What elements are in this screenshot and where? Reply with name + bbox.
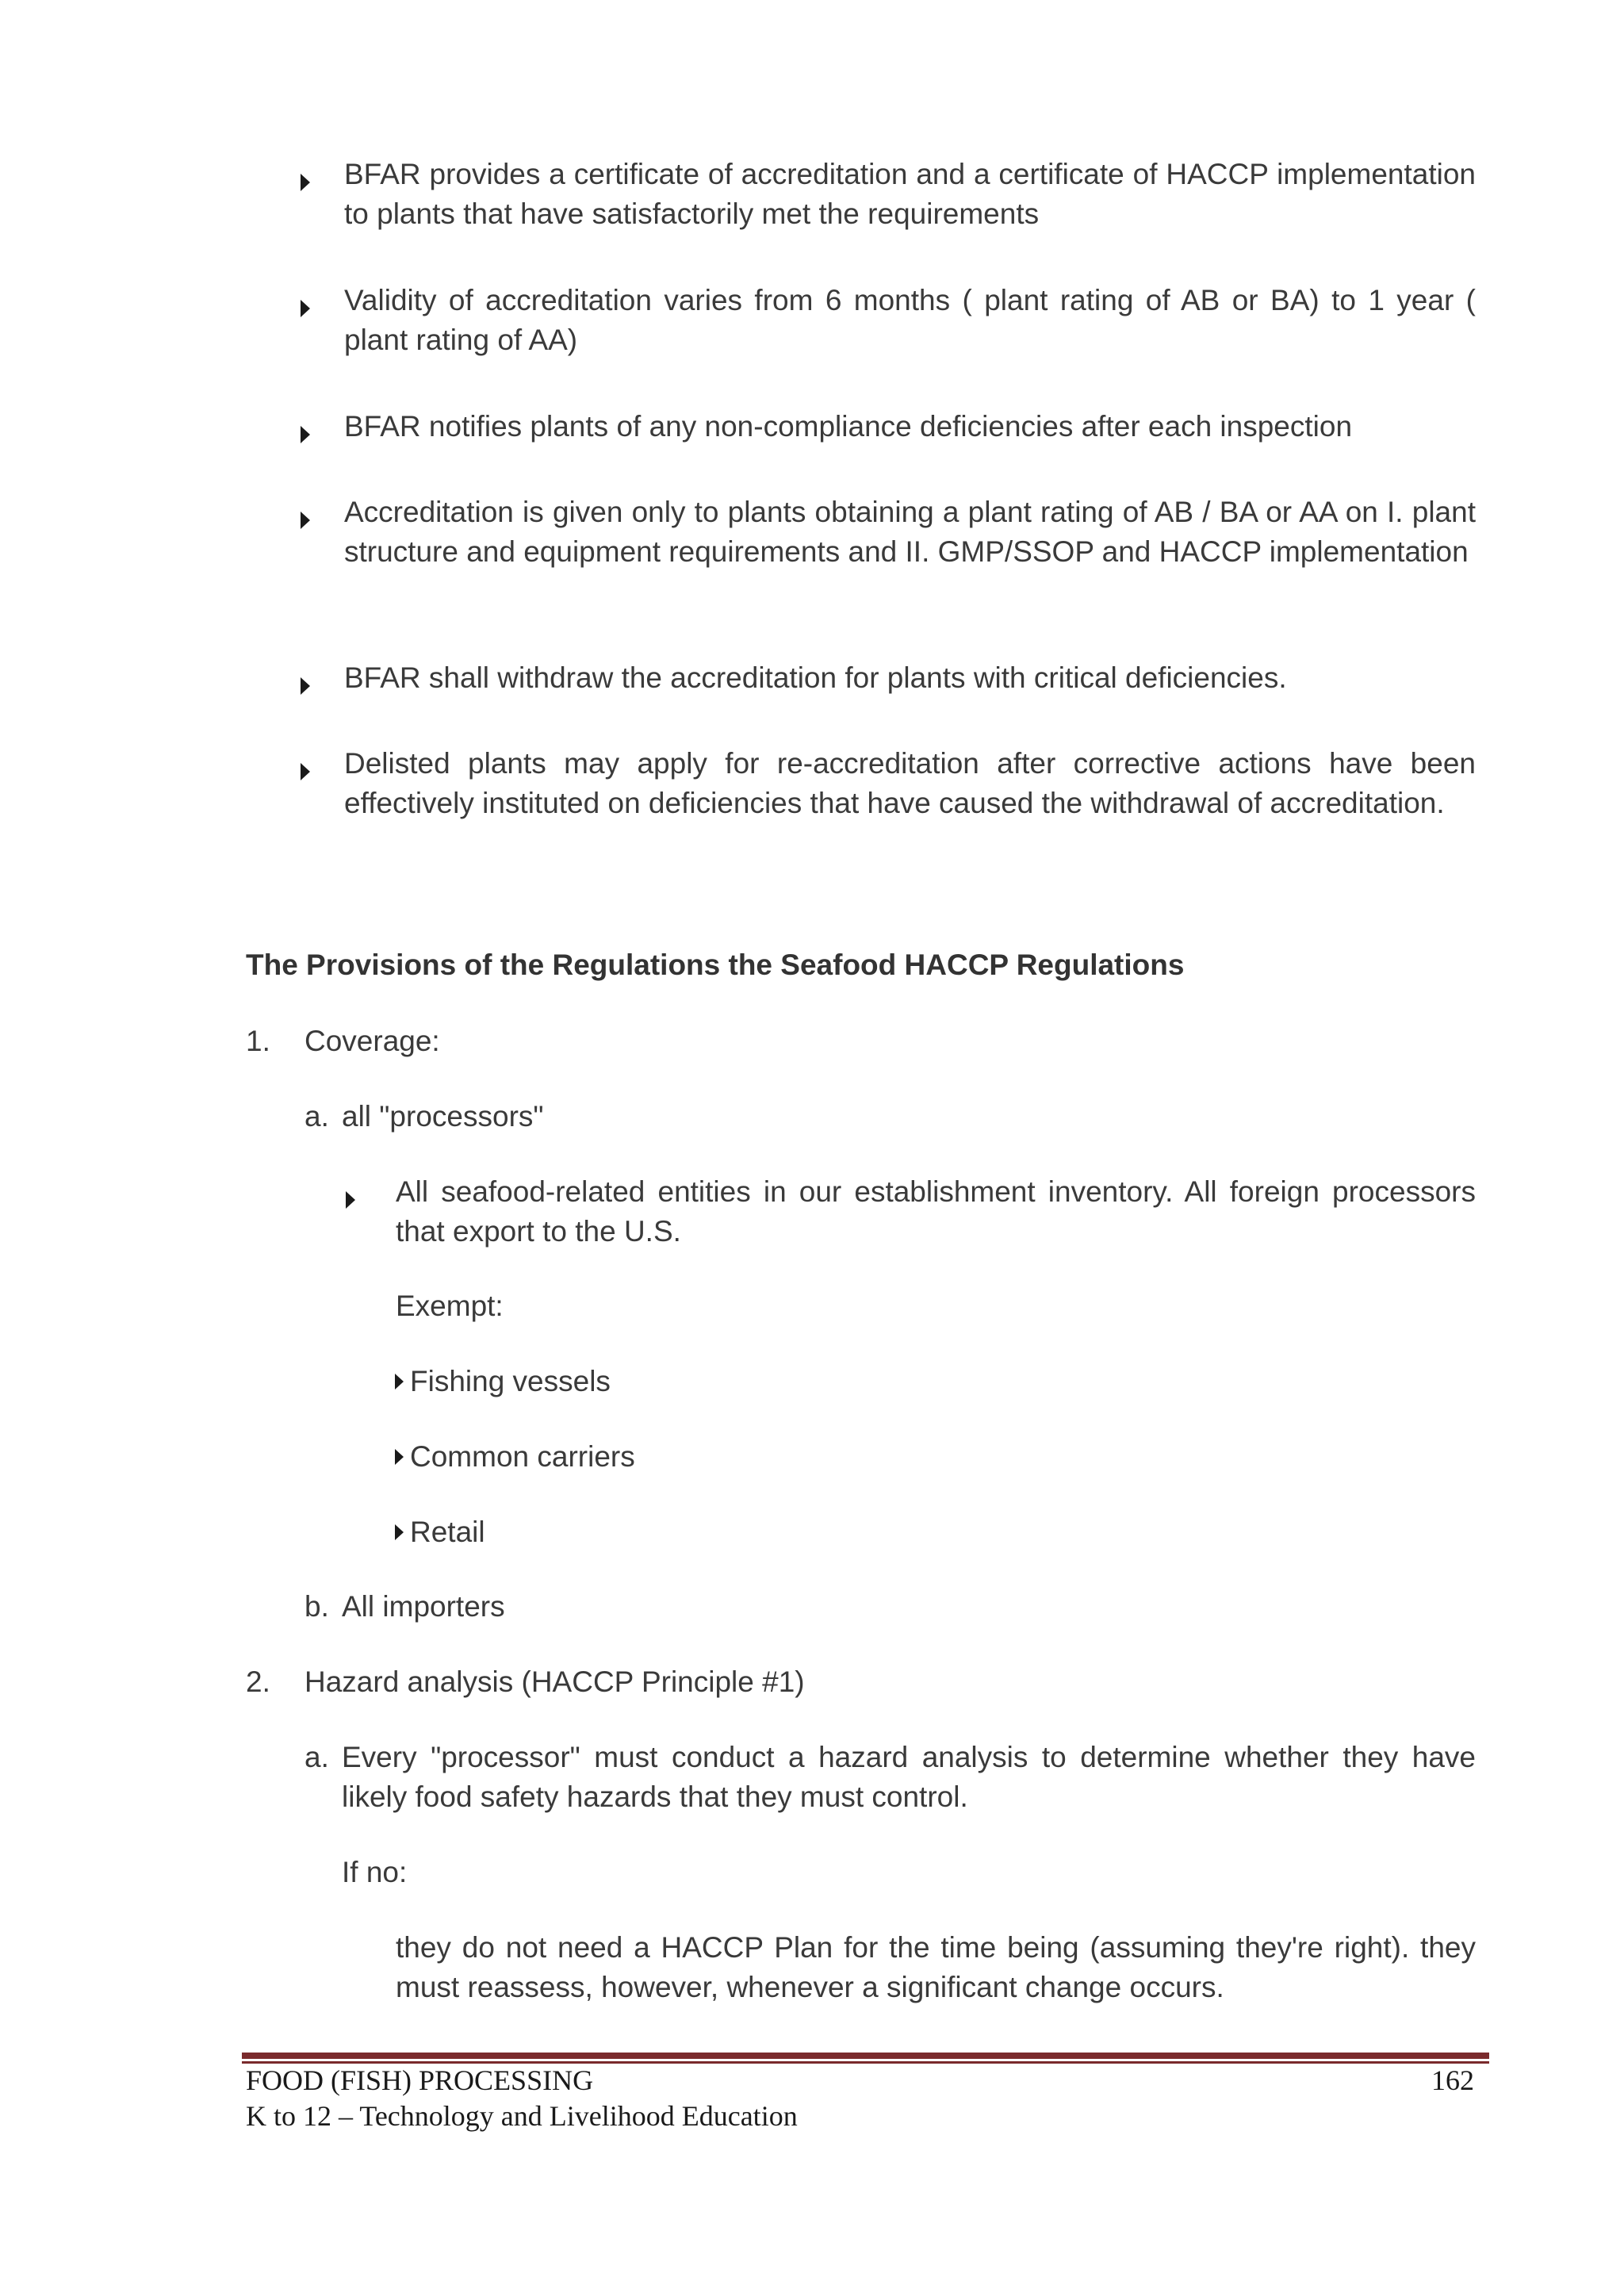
triangle-bullet-icon: [301, 677, 310, 695]
exempt-item-text: Retail: [410, 1516, 485, 1548]
bullet-text: BFAR shall withdraw the accreditation for plants with critical deficiencies.: [344, 661, 1287, 694]
list-item-title: Coverage:: [304, 1025, 440, 1057]
footer-title: FOOD (FISH) PROCESSING: [246, 2064, 594, 2096]
sub-list-marker: a.: [304, 1741, 329, 1773]
triangle-bullet-icon: [301, 300, 310, 317]
bullet-item: [294, 407, 1476, 447]
bullet-item: [294, 155, 1476, 234]
bullet-item: [343, 1172, 1476, 1251]
sub-list-text: all "processors": [342, 1100, 544, 1133]
triangle-bullet-icon: [301, 174, 310, 191]
footer-subtitle: K to 12 – Technology and Livelihood Education: [246, 2100, 798, 2132]
sub-list-text: Every "processor" must conduct a hazard analysis to determine whether they have likely food safety hazards that they must control.: [342, 1741, 1476, 1813]
exempt-item: [395, 1437, 635, 1477]
triangle-bullet-icon: [301, 426, 310, 443]
sub-list-text: All importers: [342, 1590, 505, 1623]
triangle-bullet-icon: [301, 763, 310, 780]
exempt-item-text: Common carriers: [410, 1440, 635, 1473]
list-item-title: Hazard analysis (HACCP Principle #1): [304, 1665, 805, 1698]
list-number: 2.: [246, 1665, 270, 1698]
sub-list-marker: a.: [304, 1100, 329, 1133]
exempt-item: [395, 1362, 611, 1401]
triangle-bullet-icon: [395, 1374, 404, 1389]
exempt-label: Exempt:: [396, 1290, 504, 1322]
bullet-text: Validity of accreditation varies from 6 months ( plant rating of AB or BA) to 1 year ( plant rating of AA): [344, 284, 1476, 356]
bullet-item: [294, 658, 1476, 698]
if-no-label: If no:: [342, 1856, 408, 1888]
triangle-bullet-icon: [301, 512, 310, 529]
triangle-bullet-icon: [346, 1191, 355, 1209]
bullet-item: [294, 281, 1476, 360]
bullet-text: BFAR notifies plants of any non-compliance deficiencies after each inspection: [344, 410, 1353, 443]
exempt-item: [395, 1512, 485, 1552]
bullet-text: All seafood-related entities in our establishment inventory. All foreign processors that export to the U.S.: [396, 1175, 1476, 1248]
if-no-text: they do not need a HACCP Plan for the time being (assuming they're right). they must reassess, however, whenever a significant change occurs.: [396, 1931, 1476, 2003]
triangle-bullet-icon: [395, 1449, 404, 1465]
bullet-text: Delisted plants may apply for re-accreditation after corrective actions have been effectively instituted on deficiencies that have caused the withdrawal of accreditation.: [344, 747, 1476, 819]
page-number: 162: [1431, 2064, 1474, 2096]
bullet-text: BFAR provides a certificate of accreditation and a certificate of HACCP implementation to plants that have satisfactorily met the requirements: [344, 158, 1476, 230]
sub-list-marker: b.: [304, 1590, 329, 1623]
list-number: 1.: [246, 1025, 270, 1057]
triangle-bullet-icon: [395, 1524, 404, 1540]
section-heading: The Provisions of the Regulations the Seafood HACCP Regulations: [246, 949, 1185, 981]
bullet-item: [294, 744, 1476, 823]
bullet-text: Accreditation is given only to plants obtaining a plant rating of AB / BA or AA on I. plant structure and equipment requirements and II. GMP/SSOP and HACCP implementation: [344, 496, 1476, 568]
bullet-item: [294, 493, 1476, 572]
exempt-item-text: Fishing vessels: [410, 1365, 611, 1397]
footer-divider: [242, 2053, 1489, 2059]
